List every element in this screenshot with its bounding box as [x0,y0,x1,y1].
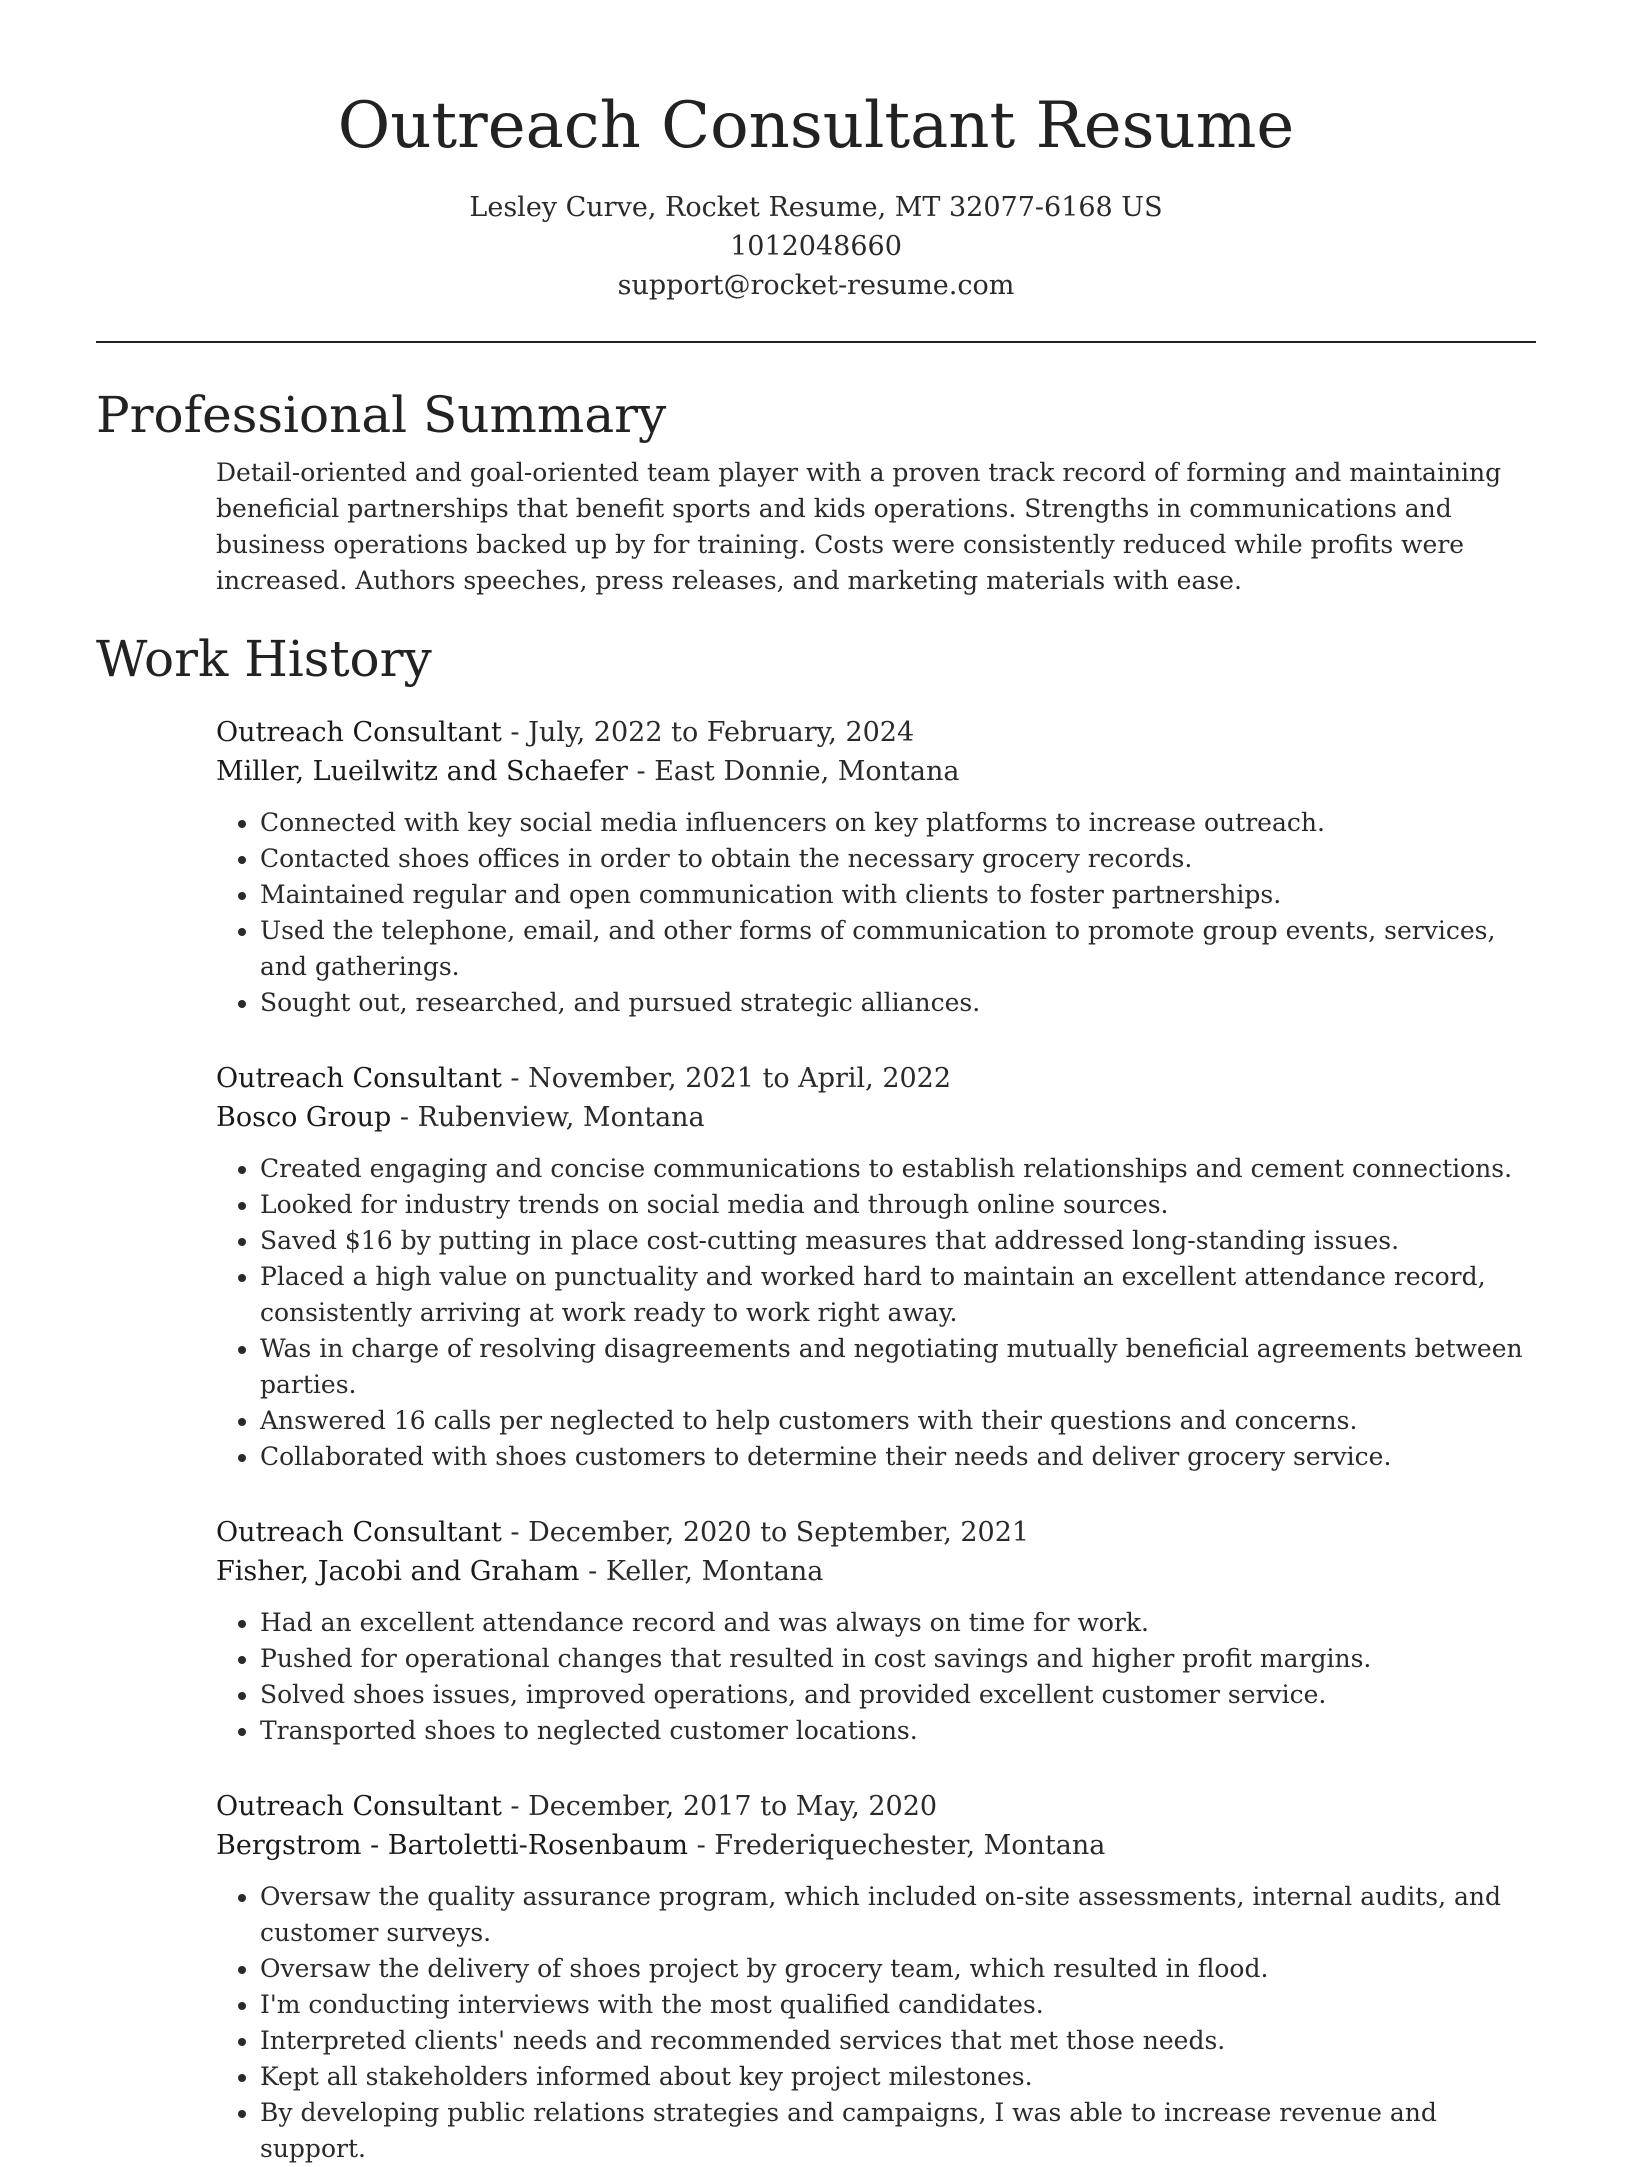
job-dates: December, 2017 to May, 2020 [528,1791,938,1822]
job-bullet: • Solved shoes issues, improved operations, and provided excellent customer service. [260,1677,1536,1713]
separator: - [579,1556,606,1587]
job-company-line [216,1098,1536,1137]
work-history-section [96,627,1536,2167]
separator: - [687,1830,715,1861]
job-bullet: • Created engaging and concise communications to establish relationships and cement connections. [260,1151,1536,1187]
job-entry [216,1787,1536,2167]
job-location: Rubenview, Montana [417,1102,705,1133]
job-company-line [216,752,1536,791]
separator: - [501,1063,529,1094]
job-title: Outreach Consultant [216,717,502,748]
job-title: Outreach Consultant [216,1063,502,1094]
job-company-line [216,1552,1536,1591]
job-bullet: • Had an excellent attendance record and was always on time for work. [260,1605,1536,1641]
separator: - [391,1102,418,1133]
job-bullet: • By developing public relations strategies and campaigns, I was able to increase revenue and support. [260,2095,1536,2167]
job-entry [216,713,1536,1021]
job-bullets [216,1151,1536,1475]
job-bullet: • Connected with key social media influencers on key platforms to increase outreach. [260,805,1536,841]
job-title: Outreach Consultant [216,1517,502,1548]
job-bullet: • Oversaw the delivery of shoes project by grocery team, which resulted in flood. [260,1951,1536,1987]
job-bullet: • I'm conducting interviews with the most qualified candidates. [260,1987,1536,2023]
job-bullet: • Transported shoes to neglected customer locations. [260,1713,1536,1749]
job-bullet: • Pushed for operational changes that resulted in cost savings and higher profit margins. [260,1641,1536,1677]
job-bullet: • Saved $16 by putting in place cost-cutting measures that addressed long-standing issues. [260,1223,1536,1259]
work-history-heading: Work History [96,630,432,688]
job-bullet: • Looked for industry trends on social media and through online sources. [260,1187,1536,1223]
job-title-line [216,1059,1536,1098]
contact-email: support@rocket-resume.com [617,270,1015,301]
separator: - [501,1791,529,1822]
job-bullets [216,1605,1536,1749]
separator: - [501,717,529,748]
job-location: Frederiquechester, Montana [714,1830,1106,1861]
job-title: Outreach Consultant [216,1791,502,1822]
job-company: Bosco Group [216,1102,392,1133]
job-dates: December, 2020 to September, 2021 [528,1517,1030,1548]
job-entry [216,1513,1536,1749]
job-bullet: • Used the telephone, email, and other forms of communication to promote group events, services, and gatherings. [260,913,1536,985]
job-dates: July, 2022 to February, 2024 [528,717,915,748]
job-dates: November, 2021 to April, 2022 [528,1063,952,1094]
resume-page [96,0,1536,2167]
job-title-line [216,1513,1536,1552]
job-company: Miller, Lueilwitz and Schaefer [216,756,628,787]
job-company: Bergstrom - Bartoletti-Rosenbaum [216,1830,688,1861]
job-bullet: • Oversaw the quality assurance program, which included on-site assessments, internal audits, and customer surveys. [260,1879,1536,1951]
separator: - [501,1517,529,1548]
job-company-line [216,1826,1536,1865]
contact-block [96,188,1536,305]
job-bullets [216,805,1536,1021]
job-bullet: • Kept all stakeholders informed about key project milestones. [260,2059,1536,2095]
job-bullet: • Was in charge of resolving disagreements and negotiating mutually beneficial agreements between parties. [260,1331,1536,1403]
summary-heading: Professional Summary [96,386,667,444]
document-title: Outreach Consultant Resume [337,89,1295,163]
professional-summary-section [96,383,1536,599]
job-bullet: • Collaborated with shoes customers to determine their needs and deliver grocery service. [260,1439,1536,1475]
job-bullet: • Contacted shoes offices in order to obtain the necessary grocery records. [260,841,1536,877]
job-bullet: • Sought out, researched, and pursued strategic alliances. [260,985,1536,1021]
job-entry [216,1059,1536,1475]
contact-address: Lesley Curve, Rocket Resume, MT 32077-6168 US [469,192,1163,223]
job-location: East Donnie, Montana [654,756,960,787]
job-company: Fisher, Jacobi and Graham [216,1556,580,1587]
job-bullet: • Interpreted clients' needs and recommended services that met those needs. [260,2023,1536,2059]
job-bullet: • Maintained regular and open communication with clients to foster partnerships. [260,877,1536,913]
job-bullet: • Answered 16 calls per neglected to help customers with their questions and concerns. [260,1403,1536,1439]
job-bullets [216,1879,1536,2167]
job-bullet: • Placed a high value on punctuality and worked hard to maintain an excellent attendance record, consistently arriving at work ready to work right away. [260,1259,1536,1331]
summary-text: Detail-oriented and goal-oriented team player with a proven track record of forming and maintaining beneficial partnerships that benefit sports and kids operations. Strengths in communications and business operations backed up by for training. Costs were consistently reduced while profits were increased. Authors speeches, press releases, and marketing materials with ease. [216,458,1502,595]
job-location: Keller, Montana [605,1556,824,1587]
header-divider [96,341,1536,343]
job-title-line [216,713,1536,752]
job-title-line [216,1787,1536,1826]
contact-phone: 1012048660 [730,231,902,262]
separator: - [627,756,655,787]
